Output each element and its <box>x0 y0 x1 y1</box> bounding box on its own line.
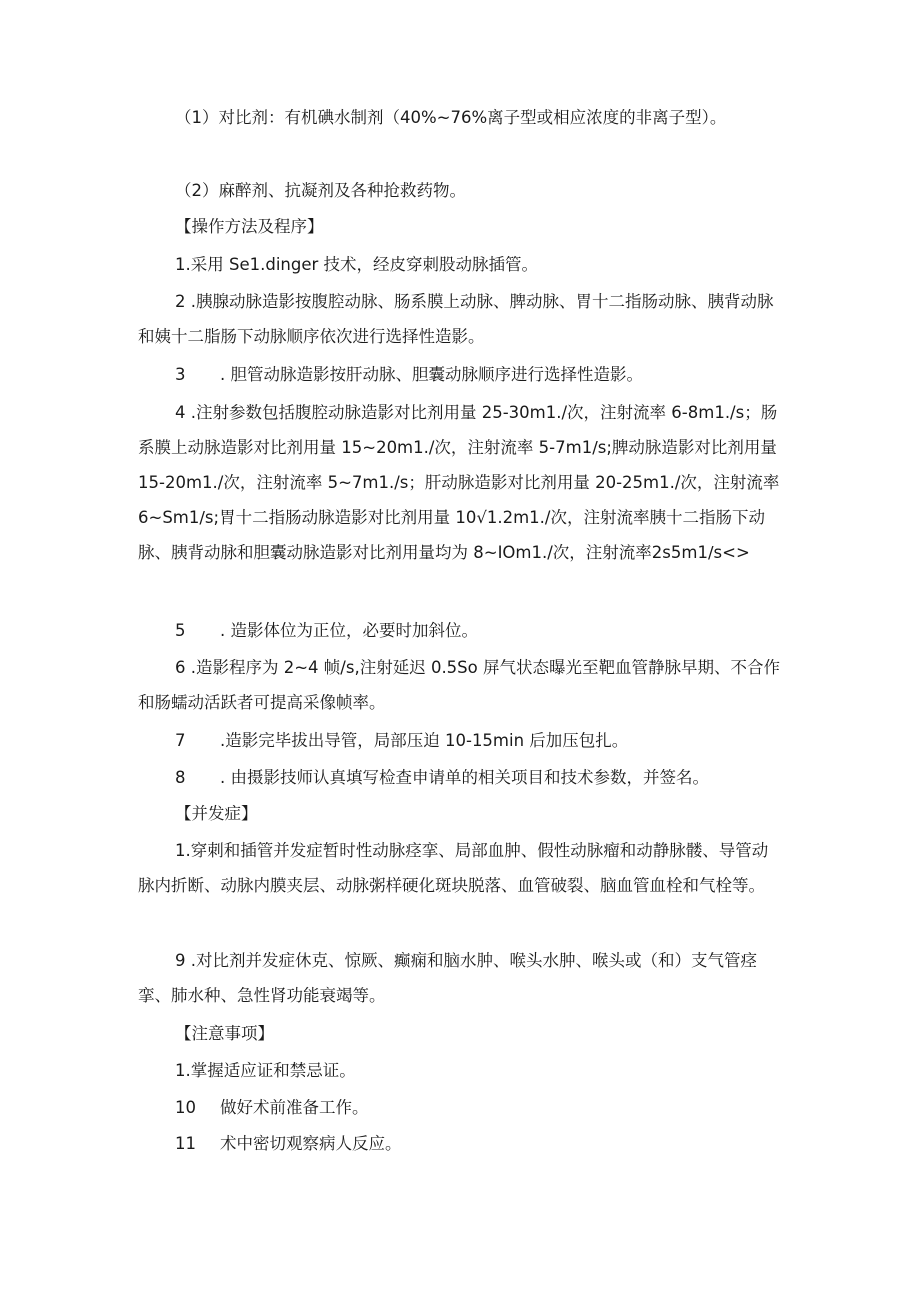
note-item-11-text: 术中密切观察病人反应。 <box>220 1134 402 1153</box>
material-anesthetics: （2）麻醉剂、抗凝剂及各种抢救药物。 <box>175 181 466 200</box>
method-item-5-number: 5 <box>175 621 186 640</box>
method-item-8-text: . 由摄影技师认真填写检查申请单的相关项目和技术参数，并签名。 <box>220 768 709 787</box>
method-item-3-number: 3 <box>175 365 186 384</box>
method-heading: 【操作方法及程序】 <box>175 217 324 236</box>
material-contrast-agent: （1）对比剂：有机碘水制剂（40%~76%离子型或相应浓度的非离子型）。 <box>175 108 727 127</box>
method-item-5-text: . 造影体位为正位，必要时加斜位。 <box>220 621 478 640</box>
method-item-4: 4 .注射参数包括腹腔动脉造影对比剂用量 25-30m1./次，注射流率 6-8m1./s；肠系膜上动脉造影对比剂用量 15~20m1./次，注射流率 5-7m1∕s;脾动脉造影对比剂用量 15-20m1./次，注射流率 5~7m1./s；肝动脉造影对比剂用量 20-25m1./次，注射流率 6~Sm1∕s;胃十二指肠动脉造影对比剂用量 10√1.2m1./次，注射流率胰十二指肠下动脉、胰背动脉和胆囊动脉造影对比剂用量均为 8~IOm1./次，注射流率2s5m1∕s<> <box>138 403 780 562</box>
complication-item-9: 9 .对比剂并发症休克、惊厥、癫痫和脑水肿、喉头水肿、喉头或（和）支气管痉挛、肺水种、急性肾功能衰竭等。 <box>138 951 757 1005</box>
note-item-1: 1.掌握适应证和禁忌证。 <box>175 1061 356 1080</box>
note-item-11-number: 11 <box>175 1134 196 1153</box>
method-item-1: 1.采用 Se1.dinger 技术，经皮穿刺股动脉插管。 <box>175 255 539 274</box>
method-item-7-text: .造影完毕拔出导管，局部压迫 10-15min 后加压包扎。 <box>220 731 629 750</box>
method-item-8-number: 8 <box>175 768 186 787</box>
method-item-7-number: 7 <box>175 731 186 750</box>
method-item-2: 2 .胰腺动脉造影按腹腔动脉、肠系膜上动脉、脾动脉、胃十二指肠动脉、胰背动脉和姨十二脂肠下动脉顺序依次进行选择性造影。 <box>138 292 774 346</box>
complication-heading: 【并发症】 <box>175 804 258 823</box>
notes-heading: 【注意事项】 <box>175 1024 274 1043</box>
note-item-10-number: 10 <box>175 1098 196 1117</box>
method-item-3-text: . 胆管动脉造影按肝动脉、胆囊动脉顺序进行选择性造影。 <box>220 365 643 384</box>
method-item-6: 6 .造影程序为 2~4 帧/s,注射延迟 0.5So 屏气状态曝光至靶血管静脉早期、不合作和肠蠕动活跃者可提高采像帧率。 <box>138 658 780 712</box>
complication-item-1: 1.穿刺和插管并发症暂时性动脉痉挛、局部血肿、假性动脉瘤和动静脉髅、导管动脉内折断、动脉内膜夹层、动脉粥样硬化斑块脱落、血管破裂、脑血管血栓和气栓等。 <box>138 841 769 895</box>
note-item-10-text: 做好术前准备工作。 <box>220 1098 369 1117</box>
